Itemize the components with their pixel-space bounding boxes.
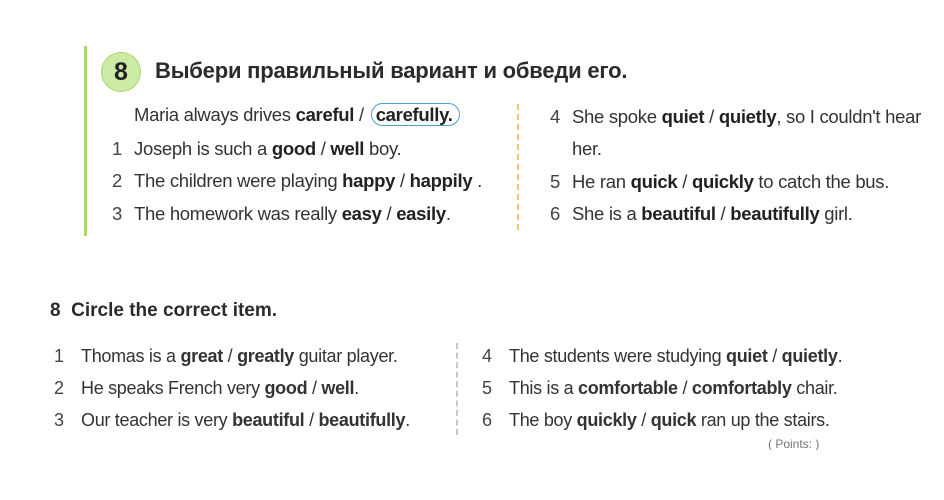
column-divider	[517, 104, 519, 230]
option-1[interactable]: quick	[630, 171, 678, 192]
list-item: 3 The homework was really easy / easily.	[112, 203, 451, 224]
option-1[interactable]: great	[180, 346, 223, 366]
option-2[interactable]: well	[330, 138, 365, 159]
list-item: 4 The students were studying quiet / quietly.	[482, 346, 843, 366]
exercise-number-badge: 8	[101, 52, 141, 92]
option-1[interactable]: quiet	[661, 106, 705, 127]
example-sentence: Maria always drives careful / carefully.	[134, 104, 460, 126]
option-1[interactable]: quickly	[576, 410, 637, 430]
list-item: 3 Our teacher is very beautiful / beautifully.	[54, 410, 410, 430]
option-2[interactable]: beautifully	[318, 410, 406, 430]
circled-answer[interactable]: carefully.	[371, 103, 460, 126]
option-2[interactable]: easily	[396, 203, 446, 224]
list-item: 1 Thomas is a great / greatly guitar player.	[54, 346, 398, 366]
option-2[interactable]: quick	[650, 410, 697, 430]
exercise-accent-bar	[84, 46, 87, 236]
option-2[interactable]: beautifully	[730, 203, 820, 224]
list-item: 5 This is a comfortable / comfortably chair.	[482, 378, 838, 398]
option-1[interactable]: quiet	[726, 346, 768, 366]
option-1[interactable]: careful	[295, 104, 355, 125]
option-2[interactable]: quietly	[781, 346, 838, 366]
option-1[interactable]: beautiful	[232, 410, 305, 430]
option-2[interactable]: greatly	[237, 346, 295, 366]
list-item: 4 She spoke quiet / quietly, so I couldn't hear	[550, 106, 921, 127]
exercise-title: Выбери правильный вариант и обведи его.	[155, 58, 628, 83]
option-2[interactable]: comfortably	[691, 378, 792, 398]
list-item: 5 He ran quick / quickly to catch the bus.	[550, 171, 890, 192]
option-1[interactable]: good	[264, 378, 308, 398]
option-2[interactable]: quickly	[691, 171, 754, 192]
option-1[interactable]: easy	[341, 203, 382, 224]
list-item: 2 The children were playing happy / happily .	[112, 170, 483, 191]
option-2[interactable]: quietly	[718, 106, 777, 127]
points-box-cutoff: ( Points: )	[768, 437, 820, 450]
list-item: 1 Joseph is such a good / well boy.	[112, 138, 402, 159]
option-1[interactable]: good	[271, 138, 316, 159]
option-1[interactable]: beautiful	[641, 203, 716, 224]
list-item: 6 She is a beautiful / beautifully girl.	[550, 203, 853, 224]
list-item: 6 The boy quickly / quick ran up the stairs.	[482, 410, 830, 430]
exercise-title: 8 Circle the correct item.	[50, 300, 278, 321]
option-1[interactable]: comfortable	[578, 378, 678, 398]
column-divider	[456, 343, 458, 435]
list-item-continuation: her.	[572, 138, 602, 159]
option-2[interactable]: happily	[409, 170, 473, 191]
option-2[interactable]: well	[321, 378, 355, 398]
option-1[interactable]: happy	[342, 170, 396, 191]
list-item: 2 He speaks French very good / well.	[54, 378, 359, 398]
